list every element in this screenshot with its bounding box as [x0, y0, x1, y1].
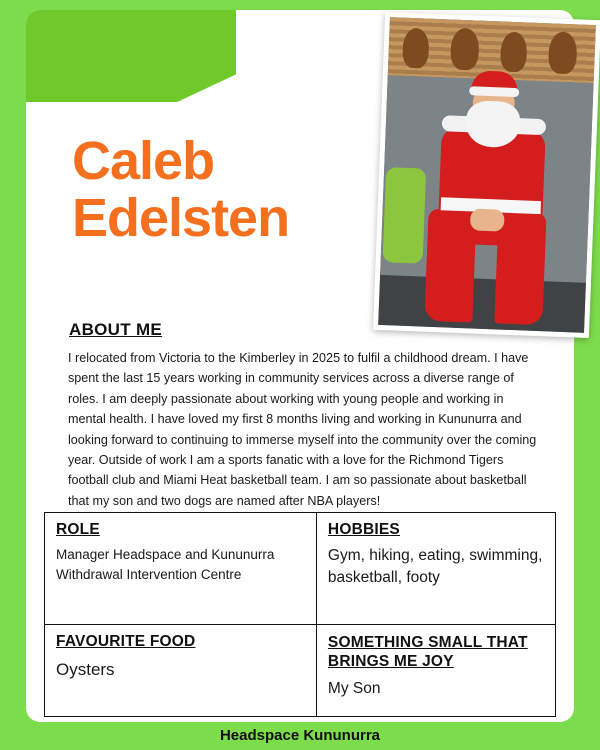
details-table: [44, 512, 556, 717]
joy-cell: [317, 625, 555, 717]
photo-decor-shape: [450, 28, 480, 71]
hobbies-heading: HOBBIES: [327, 521, 400, 538]
hobbies-cell: [317, 513, 555, 625]
first-name: Caleb: [72, 131, 215, 191]
profile-photo: [378, 17, 596, 333]
joy-heading: SOMETHING SMALL THAT BRINGS ME JOY: [327, 634, 528, 671]
role-heading: ROLE: [56, 521, 100, 538]
about-me-text: I relocated from Victoria to the Kimberley in 2025 to fulfil a childhood dream. I have spent the last 15 years working in community services across a diverse range of roles. I am deeply passionate about working with young people and working in mental health. I have loved my first 8 months living and working in Kununurra and looking forward to continuing to immerse myself into the community over the coming year. Outside of work I am a sports fanatic with a love for the Richmond Tigers football club and Miami Heat basketball team. I am so passionate about basketball that my son and two dogs are named after NBA players!: [68, 351, 537, 508]
photo-green-object: [383, 167, 427, 263]
hobbies-value: Gym, hiking, eating, swimming, basketball, footy: [327, 547, 543, 587]
table-row: [45, 513, 555, 625]
last-name: Edelsten: [72, 188, 290, 249]
brand-tab: [26, 10, 236, 102]
table-row: [45, 625, 555, 717]
favourite-food-heading: FAVOURITE FOOD: [56, 633, 196, 650]
photo-floor: [378, 275, 586, 333]
photo-decor-shape: [500, 31, 528, 72]
photo-figure-hands: [470, 208, 505, 231]
about-me-heading: ABOUT ME: [69, 320, 163, 339]
photo-decor-shape: [548, 31, 578, 74]
role-cell: [45, 513, 317, 625]
photo-decor-shape: [402, 28, 430, 69]
favourite-food-value: Oysters: [56, 660, 115, 679]
profile-photo-frame: [373, 12, 600, 338]
footer-text: Headspace Kununurra: [219, 727, 381, 744]
joy-value: My Son: [327, 679, 381, 697]
profile-card: [26, 10, 574, 722]
role-value: Manager Headspace and Kununurra Withdrawal Intervention Centre: [56, 547, 275, 583]
photo-figure-hat-trim: [469, 86, 519, 97]
person-name: [72, 131, 382, 249]
favourite-food-cell: [45, 625, 317, 717]
